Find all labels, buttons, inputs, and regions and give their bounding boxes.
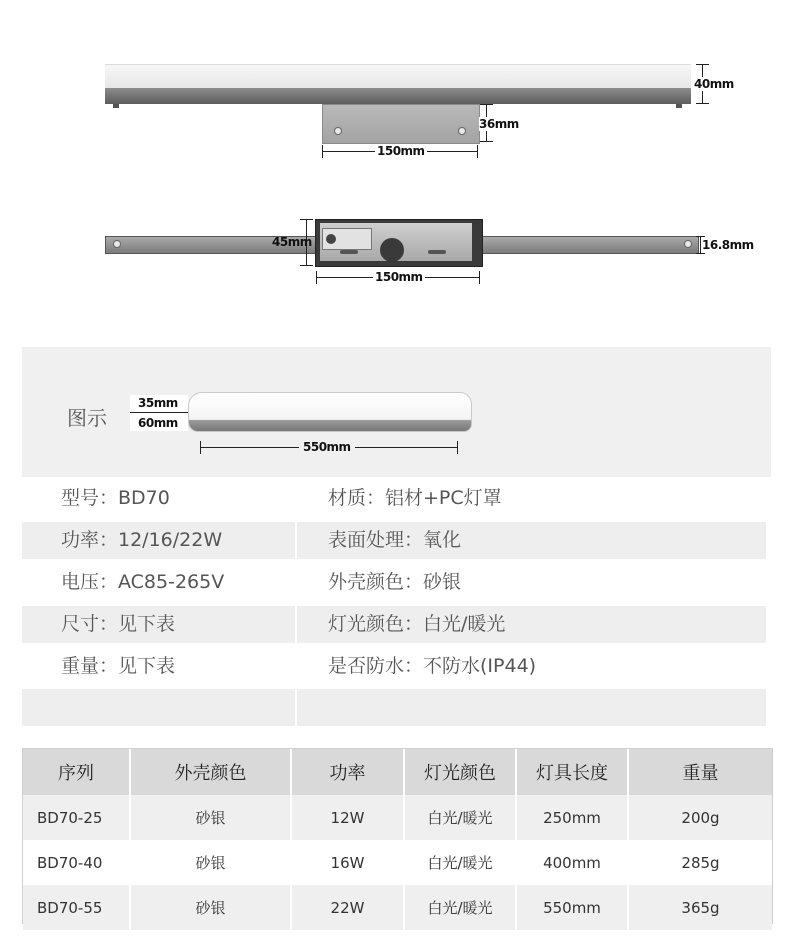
spec-model: 型号：BD70 — [61, 487, 170, 509]
cell-shell-color: 砂银 — [130, 840, 291, 885]
cell-length: 550mm — [516, 885, 628, 930]
screw-icon — [458, 127, 466, 135]
dimension-line — [700, 236, 701, 254]
screw-icon — [684, 240, 692, 248]
dimension-tick — [696, 253, 705, 254]
cell-power: 22W — [291, 885, 404, 930]
dimension-tick — [300, 219, 313, 220]
spec-shell-color: 外壳颜色：砂银 — [328, 571, 462, 593]
connector-icon — [326, 234, 336, 244]
spec-weight: 重量：见下表 — [61, 655, 176, 677]
spec-row — [22, 648, 766, 685]
length-dimension-label: 550mm — [299, 440, 355, 454]
height-dimension-label: 40mm — [694, 77, 734, 91]
bar-thickness-dimension-label: 16.8mm — [702, 238, 754, 252]
dimension-tick — [479, 271, 480, 284]
spec-empty-cell — [22, 689, 295, 726]
depth-dimension-label: 35mm — [138, 396, 178, 410]
lamp-side-view-diffuser — [105, 64, 691, 89]
table-row — [23, 795, 772, 840]
dimension-tick — [696, 103, 709, 104]
box-height-dimension-label: 45mm — [272, 235, 312, 249]
spec-row — [22, 480, 766, 517]
header-shell-color: 外壳颜色 — [130, 749, 291, 795]
illustration-title: 图示 — [67, 406, 107, 430]
spec-material: 材质：铝材+PC灯罩 — [328, 487, 502, 509]
product-table — [22, 748, 773, 924]
header-light-color: 灯光颜色 — [404, 749, 516, 795]
spec-voltage: 电压：AC85-265V — [61, 571, 225, 593]
cell-length: 250mm — [516, 795, 628, 840]
screw-icon — [113, 240, 121, 248]
cell-series: BD70-25 — [23, 795, 130, 840]
mount-width-dimension-label: 150mm — [377, 144, 425, 158]
dimension-tick — [457, 441, 458, 454]
dimension-tick — [480, 141, 493, 142]
table-row — [23, 840, 772, 885]
dimension-tick — [696, 64, 709, 65]
table-row — [23, 885, 772, 930]
mount-height-dimension-label: 36mm — [479, 117, 519, 131]
spec-row — [22, 522, 766, 559]
spec-row-empty — [22, 689, 766, 726]
dimension-tick — [300, 265, 313, 266]
lamp-side-view-housing — [105, 88, 691, 104]
dimension-tick — [696, 236, 705, 237]
spec-row — [22, 564, 766, 601]
cell-light-color: 白光/暖光 — [404, 795, 516, 840]
mounting-box — [322, 104, 480, 144]
mounting-slot — [340, 250, 358, 254]
header-weight: 重量 — [628, 749, 772, 795]
cell-power: 12W — [291, 795, 404, 840]
cell-weight: 365g — [628, 885, 772, 930]
dimension-tick — [480, 104, 493, 105]
spec-size: 尺寸：见下表 — [22, 606, 295, 643]
dimension-tick — [316, 271, 317, 284]
cell-length: 400mm — [516, 840, 628, 885]
cell-power: 16W — [291, 840, 404, 885]
cell-shell-color: 砂银 — [130, 795, 291, 840]
cell-series: BD70-40 — [23, 840, 130, 885]
mounting-slot — [428, 250, 446, 254]
lamp-end-cap-left — [113, 104, 119, 108]
cell-series: BD70-55 — [23, 885, 130, 930]
header-series: 序列 — [23, 749, 130, 795]
spec-finish: 表面处理：氧化 — [297, 522, 766, 559]
spec-empty-cell — [297, 689, 766, 726]
spec-row — [22, 606, 766, 643]
dimension-tick — [477, 145, 478, 158]
height-dimension-label: 60mm — [138, 416, 178, 430]
header-power: 功率 — [291, 749, 404, 795]
box-width-dimension-label: 150mm — [375, 270, 423, 284]
spec-waterproof: 是否防水：不防水(IP44) — [328, 655, 537, 677]
cable-hole-icon — [380, 238, 404, 262]
cell-shell-color: 砂银 — [130, 885, 291, 930]
cell-light-color: 白光/暖光 — [404, 885, 516, 930]
cell-weight: 200g — [628, 795, 772, 840]
header-length: 灯具长度 — [516, 749, 628, 795]
spec-light-color: 灯光颜色：白光/暖光 — [297, 606, 766, 643]
dimension-tick — [200, 441, 201, 454]
lamp-profile — [188, 392, 472, 432]
cell-weight: 285g — [628, 840, 772, 885]
dimension-tick — [322, 145, 323, 158]
dimension-divider — [130, 412, 188, 413]
screw-icon — [334, 127, 342, 135]
cell-light-color: 白光/暖光 — [404, 840, 516, 885]
lamp-end-cap-right — [676, 104, 682, 108]
table-header-row — [23, 749, 772, 795]
spec-power: 功率：12/16/22W — [22, 522, 295, 559]
